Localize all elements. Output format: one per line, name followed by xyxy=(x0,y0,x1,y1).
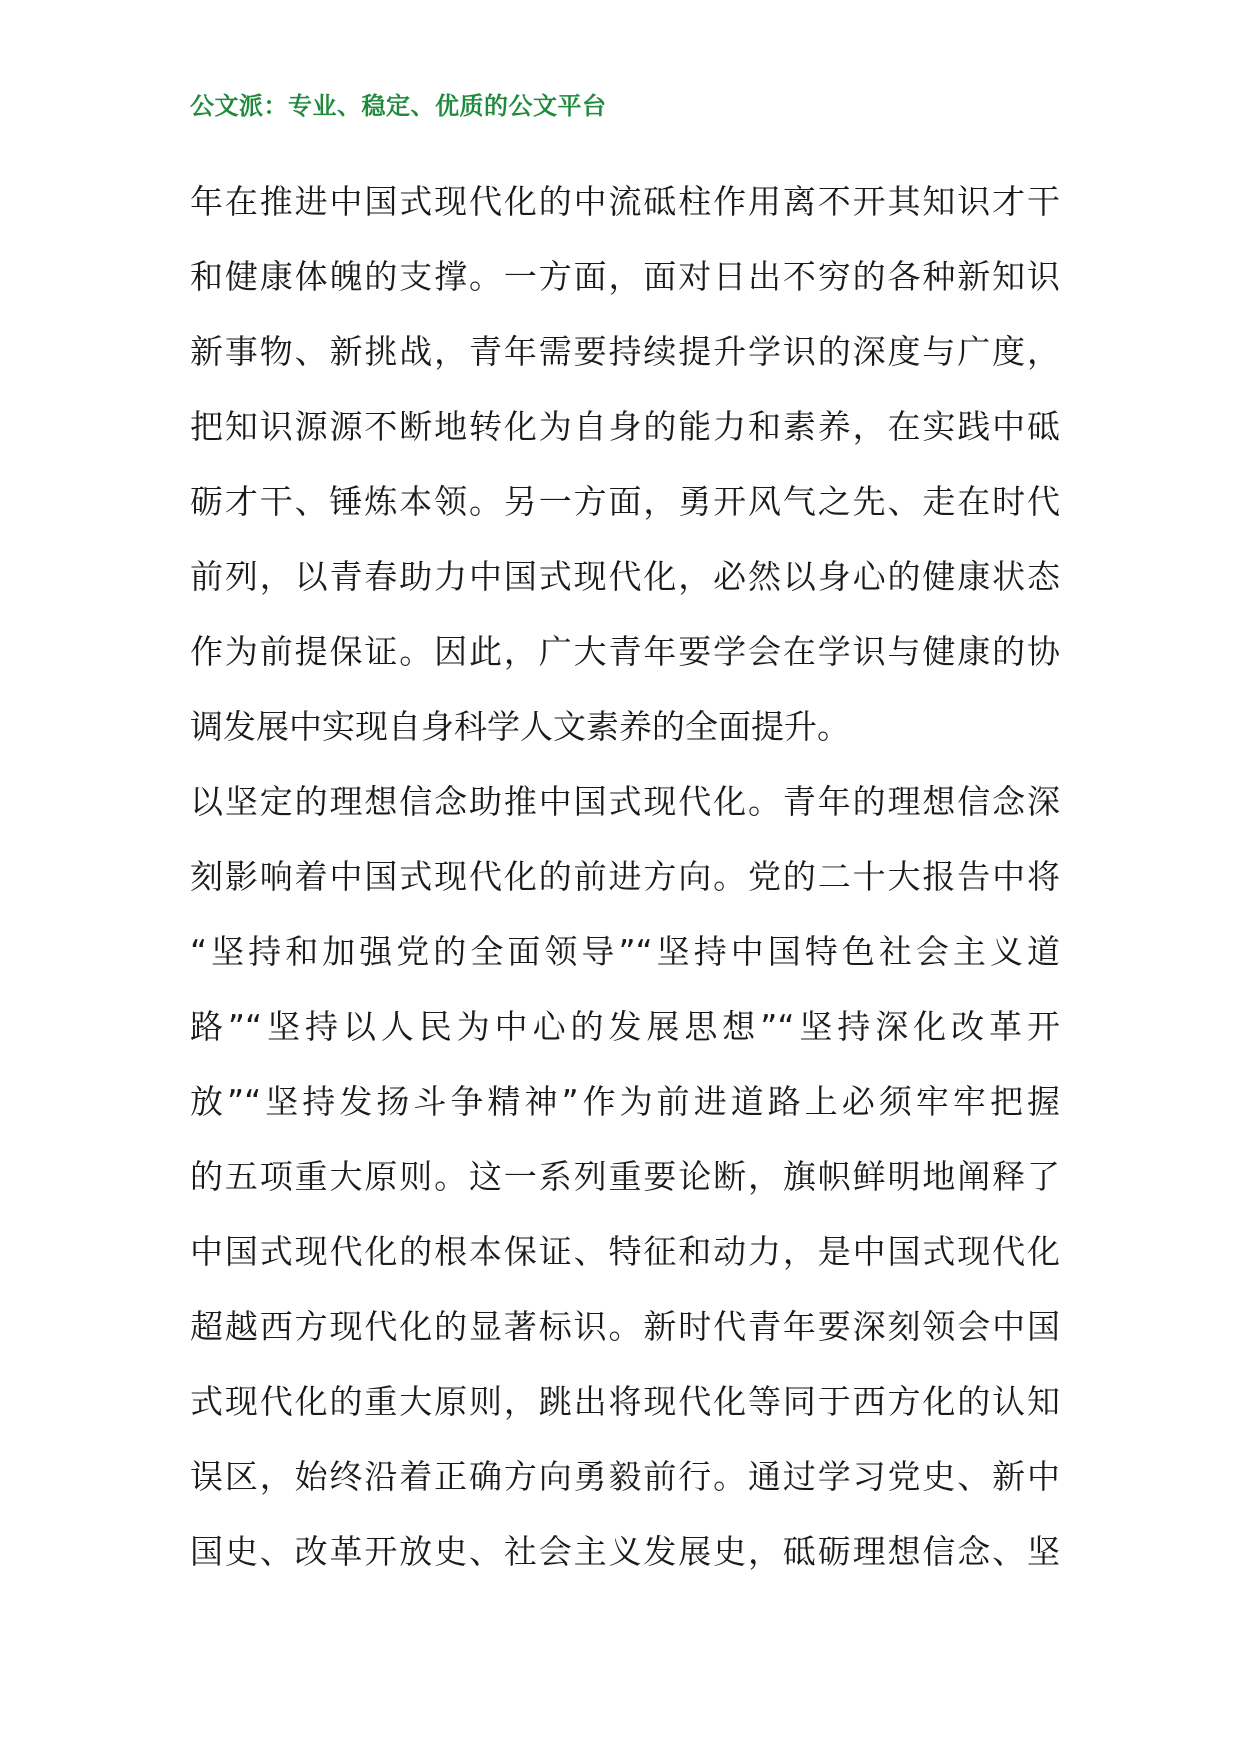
text-line: 把知识源源不断地转化为自身的能力和素养，在实践中砥 xyxy=(190,407,1060,446)
text-line: 调发展中实现自身科学人文素养的全面提升。 xyxy=(190,707,850,746)
text-line: 新事物、新挑战，青年需要持续提升学识的深度与广度， xyxy=(190,332,1060,371)
text-line: 和健康体魄的支撑。一方面，面对日出不穷的各种新知识 xyxy=(190,257,1060,296)
text-line: 误区，始终沿着正确方向勇毅前行。通过学习党史、新中 xyxy=(190,1457,1060,1496)
text-line: 国史、改革开放史、社会主义发展史，砥砺理想信念、坚 xyxy=(190,1532,1060,1571)
text-line: 前列，以青春助力中国式现代化，必然以身心的健康状态 xyxy=(190,557,1060,596)
paragraph-1 xyxy=(190,164,1060,764)
text-line: 砺才干、锤炼本领。另一方面，勇开风气之先、走在时代 xyxy=(190,482,1060,521)
text-line: 中国式现代化的根本保证、特征和动力，是中国式现代化 xyxy=(190,1232,1060,1271)
document-body xyxy=(190,164,1060,1589)
paragraph-2 xyxy=(190,764,1060,1589)
text-line: 的五项重大原则。这一系列重要论断，旗帜鲜明地阐释了 xyxy=(190,1157,1060,1196)
text-line: 式现代化的重大原则，跳出将现代化等同于西方化的认知 xyxy=(190,1382,1060,1421)
text-line: 放”“坚持发扬斗争精神”作为前进道路上必须牢牢把握 xyxy=(190,1082,1060,1121)
text-line: “坚持和加强党的全面领导”“坚持中国特色社会主义道 xyxy=(190,932,1060,971)
text-line: 年在推进中国式现代化的中流砥柱作用离不开其知识才干 xyxy=(190,182,1060,221)
text-line: 以坚定的理想信念助推中国式现代化。青年的理想信念深 xyxy=(190,782,1060,821)
text-line: 路”“坚持以人民为中心的发展思想”“坚持深化改革开 xyxy=(190,1007,1060,1046)
text-line: 超越西方现代化的显著标识。新时代青年要深刻领会中国 xyxy=(190,1307,1060,1346)
text-line: 刻影响着中国式现代化的前进方向。党的二十大报告中将 xyxy=(190,857,1060,896)
text-line: 作为前提保证。因此，广大青年要学会在学识与健康的协 xyxy=(190,632,1060,671)
site-header-title: 公文派：专业、稳定、优质的公文平台 xyxy=(190,92,607,120)
